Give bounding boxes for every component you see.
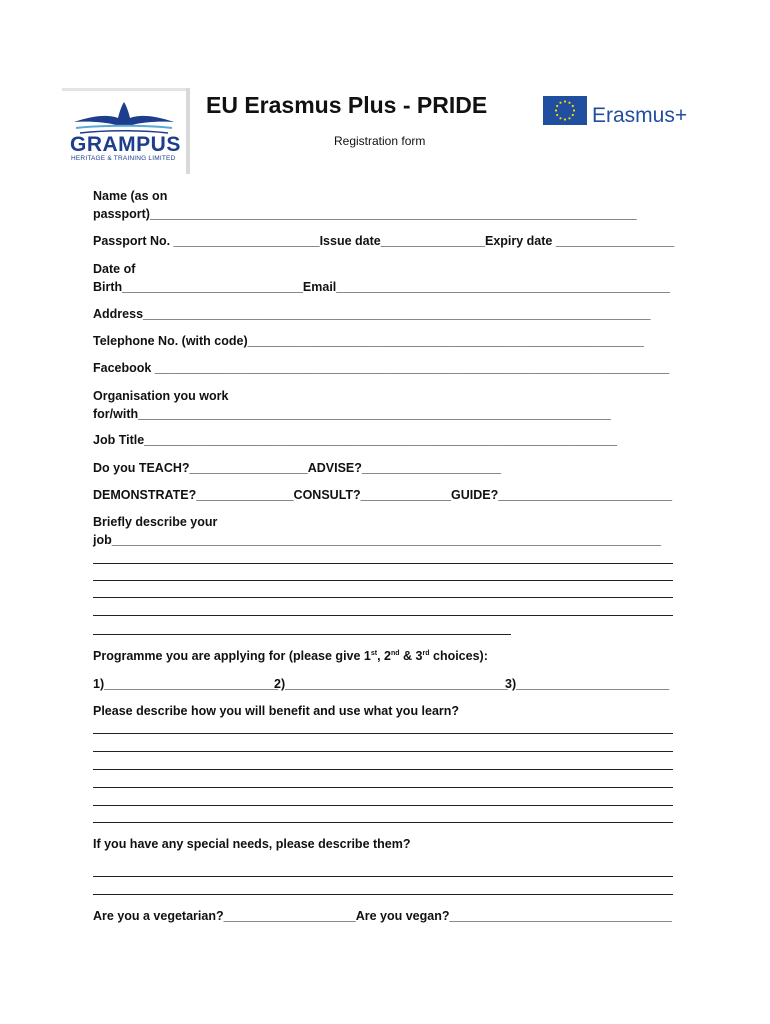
whale-tail-icon [72, 100, 176, 136]
choice-1-field[interactable]: 1)_________________________ [93, 677, 278, 691]
benefit-line[interactable] [93, 733, 673, 734]
telephone-field[interactable]: Telephone No. (with code)_________________________________________________________ [93, 334, 644, 348]
job-title-field[interactable]: Job Title____________________________________________________________________ [93, 433, 617, 447]
demonstrate-consult-guide-row[interactable]: DEMONSTRATE?______________CONSULT?_____________GUIDE?_________________________ [93, 488, 673, 502]
dob-label: Date of [93, 262, 136, 276]
job-description-line[interactable] [93, 563, 673, 564]
name-label: Name (as on [93, 189, 168, 203]
logo-frame-top [62, 88, 190, 91]
passport-row[interactable]: Passport No. _____________________Issue date_______________Expiry date _________________ [93, 234, 675, 248]
special-needs-line[interactable] [93, 876, 673, 877]
special-needs-line[interactable] [93, 894, 673, 895]
job-description-line[interactable] [93, 580, 673, 581]
page-subtitle: Registration form [334, 134, 426, 148]
grampus-tagline: HERITAGE & TRAINING LIMITED [71, 155, 176, 162]
job-description-line[interactable] [93, 634, 511, 635]
dob-email-row[interactable]: Birth__________________________Email________________________________________________ [93, 280, 670, 294]
benefit-line[interactable] [93, 822, 673, 823]
diet-row[interactable]: Are you a vegetarian?___________________Are you vegan?________________________________ [93, 909, 672, 923]
special-needs-label: If you have any special needs, please describe them? [93, 837, 411, 851]
benefit-line[interactable] [93, 769, 673, 770]
name-field[interactable]: passport)______________________________________________________________________ [93, 207, 637, 221]
choice-2-field[interactable]: 2)________________________________ [274, 677, 508, 691]
eu-flag-icon [543, 96, 587, 125]
address-field[interactable]: Address_________________________________________________________________________ [93, 307, 651, 321]
job-description-field[interactable]: job_______________________________________________________________________________ [93, 533, 661, 547]
job-description-line[interactable] [93, 597, 673, 598]
programme-label: Programme you are applying for (please give 1st, 2nd & 3rd choices): [93, 649, 488, 663]
organisation-field[interactable]: for/with____________________________________________________________________ [93, 407, 611, 421]
benefit-line[interactable] [93, 751, 673, 752]
choice-3-field[interactable]: 3)______________________ [505, 677, 670, 691]
benefit-line[interactable] [93, 805, 673, 806]
job-description-line[interactable] [93, 615, 673, 616]
grampus-wordmark: GRAMPUS [70, 133, 181, 156]
benefit-line[interactable] [93, 787, 673, 788]
page-title: EU Erasmus Plus - PRIDE [206, 92, 488, 118]
facebook-field[interactable]: Facebook __________________________________________________________________________ [93, 361, 670, 375]
organisation-label: Organisation you work [93, 389, 229, 403]
job-description-label: Briefly describe your [93, 515, 218, 529]
benefit-label: Please describe how you will benefit and use what you learn? [93, 704, 460, 718]
teach-advise-row[interactable]: Do you TEACH?_________________ADVISE?____________________ [93, 461, 501, 475]
erasmus-wordmark: Erasmus+ [592, 104, 688, 127]
logo-frame-right [186, 88, 190, 174]
